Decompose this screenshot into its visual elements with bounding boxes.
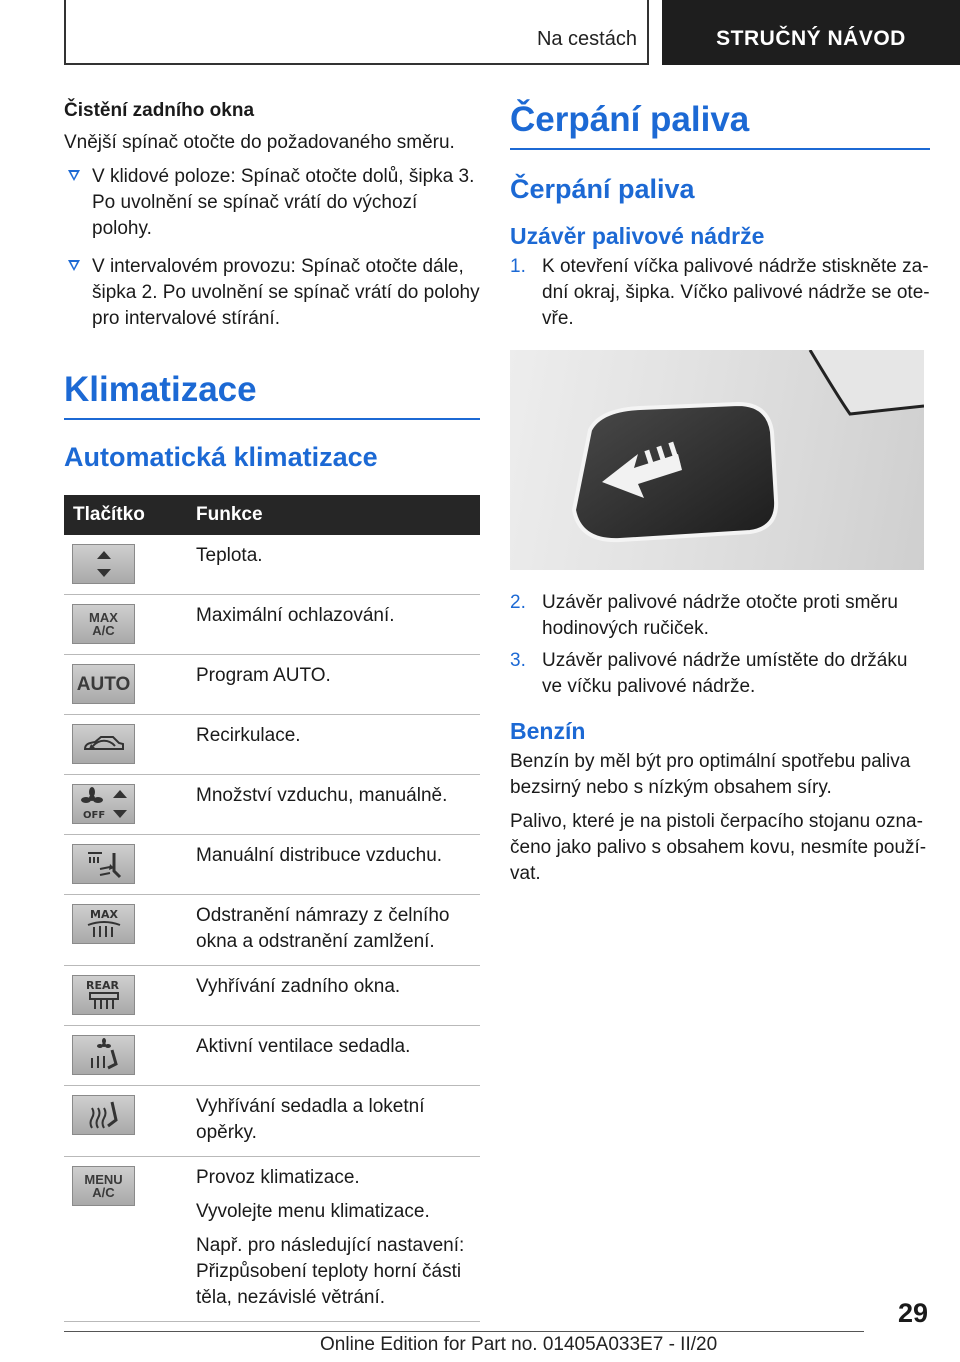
table-row: MAX A/C Maximální ochlazování.: [64, 595, 480, 655]
rear-window-intro: Vnější spínač otočte do požadovaného směru.: [64, 132, 455, 153]
table-row: Manuální distribuce vzduchu.: [64, 835, 480, 895]
svg-text:REAR: REAR: [85, 979, 119, 992]
seat-heating-icon: [72, 1095, 135, 1135]
max-ac-icon: MAX A/C: [72, 604, 135, 644]
table-row: MAX Odstranění námrazy z čelního okna a odstranění zamlžení.: [64, 895, 480, 966]
fuel-cap-steps: [510, 254, 930, 332]
table-row: Aktivní ventilace sedadla.: [64, 1026, 480, 1086]
air-distribution-icon: [72, 844, 135, 884]
table-row: MENU A/C Provoz klimatizace. Vyvolejte menu klimatizace. Např. pro následující nastavení: Přizpůsobení teploty horní části těla, nezávislé větrání.: [64, 1157, 480, 1322]
triangle-bullet-icon: [68, 170, 80, 181]
fuel-cap-title: Uzávěr palivové nádrže: [510, 223, 765, 249]
list-item: 3. Uzávěr palivové nádrže umístěte do držáku ve víčku palivové nádrže.: [510, 650, 908, 697]
right-column: [510, 100, 930, 895]
menu-ac-icon: MENU A/C: [72, 1166, 135, 1206]
petrol-paragraph-1: Benzín by měl být pro optimální spotřebu paliva bezsirný nebo s nízkým obsahem síry.: [510, 751, 911, 798]
petrol-paragraph-2: Palivo, které je na pistoli čerpacího stojanu označeno jako palivo s obsahem kovu, nesmíte používat.: [510, 811, 927, 884]
refuel-title: Čerpání paliva: [510, 100, 930, 150]
table-row: AUTO Program AUTO.: [64, 655, 480, 715]
climate-title: Klimatizace: [64, 370, 480, 420]
list-item: 1. K otevření víčka palivové nádrže stiskněte zadní okraj, šipka. Víčko palivové nádrže se otevře.: [510, 256, 930, 329]
table-row: Teplota.: [64, 535, 480, 595]
temperature-arrows-icon: [72, 544, 135, 584]
table-header-row: [64, 495, 480, 535]
table-row: REAR Vyhřívání zadního okna.: [64, 966, 480, 1026]
footer-edition: Online Edition for Part no. 01405A033E7 - II/20: [320, 1334, 718, 1355]
climate-subtitle: Automatická klimatizace: [64, 442, 378, 472]
max-defrost-icon: [72, 904, 135, 944]
left-column: [64, 100, 480, 1322]
recirculation-icon: [72, 724, 135, 764]
fuel-flap-photo: [510, 350, 924, 570]
table-header-function: Funkce: [188, 495, 480, 535]
header-section-title: Na cestách: [536, 28, 637, 50]
table-row: OFF Množství vzduchu, manuálně.: [64, 775, 480, 835]
petrol-title: Benzín: [510, 718, 586, 744]
triangle-bullet-icon: [68, 260, 80, 271]
bullet-item: V klidové poloze: Spínač otočte dolů, šipka 3. Po uvolnění se spínač vrátí do výchozí polohy.: [64, 164, 480, 242]
seat-ventilation-icon: [72, 1035, 135, 1075]
svg-text:OFF: OFF: [82, 810, 105, 821]
svg-text:MAX: MAX: [89, 908, 118, 921]
bullet-item: V intervalovém provozu: Spínač otočte dále, šipka 2. Po uvolnění se spínač vrátí do polohy pro intervalové stírání.: [64, 254, 480, 332]
fan-off-arrows-icon: [72, 784, 135, 824]
rear-window-bullets: [64, 164, 480, 332]
climate-table: [64, 495, 480, 1322]
table-row: Vyhřívání sedadla a loketní opěrky.: [64, 1086, 480, 1157]
fuel-cap-steps-continued: [510, 590, 930, 700]
table-header-button: Tlačítko: [64, 495, 188, 535]
list-item: 2. Uzávěr palivové nádrže otočte proti směru hodinových ručiček.: [510, 592, 898, 639]
header-chapter-title: STRUČNÝ NÁVOD: [662, 0, 960, 65]
auto-icon: AUTO: [72, 664, 135, 704]
footer-divider: [64, 1331, 864, 1332]
rear-window-title: Čistění zadního okna: [64, 100, 255, 121]
refuel-subtitle: Čerpání paliva: [510, 174, 695, 204]
page-number: 29: [897, 1298, 928, 1328]
rear-defrost-icon: [72, 975, 135, 1015]
table-row: Recirkulace.: [64, 715, 480, 775]
